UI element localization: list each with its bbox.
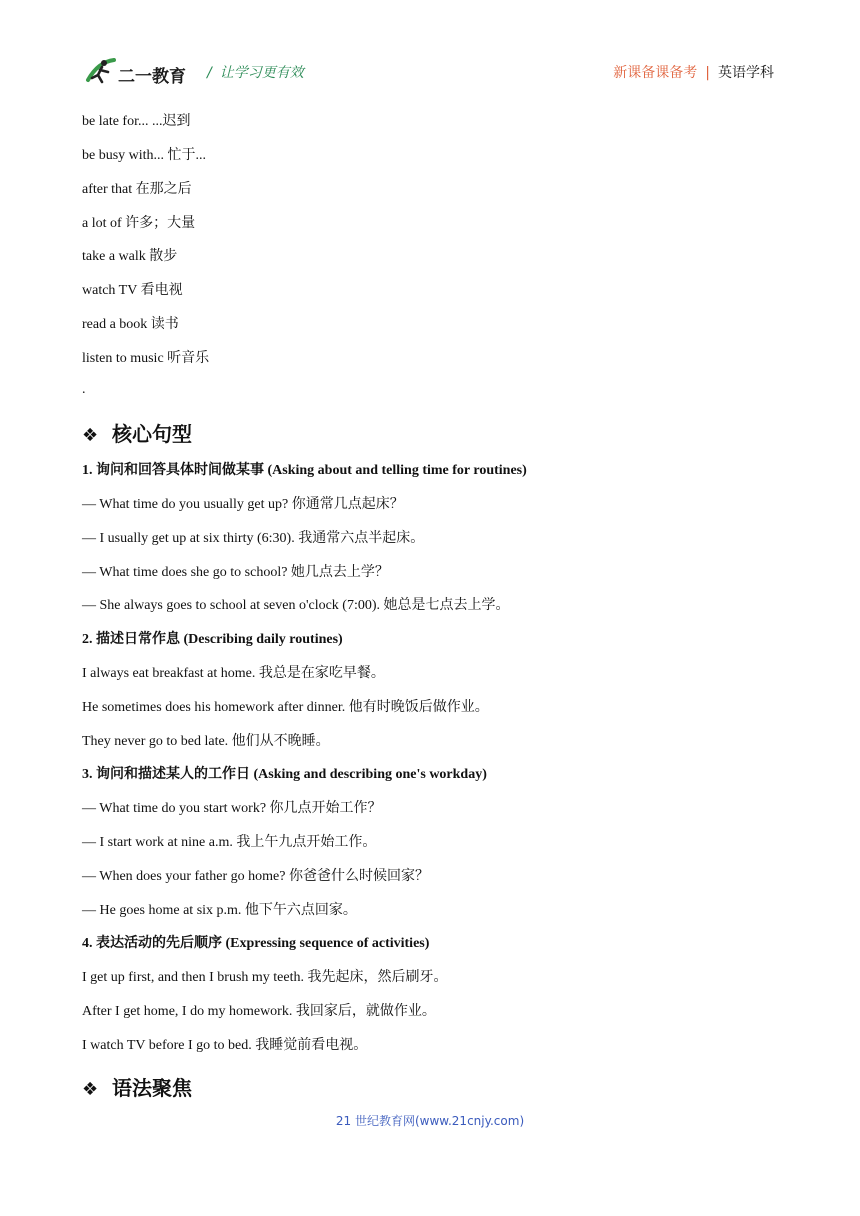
- sentence-line: — She always goes to school at seven o'clock (7:00). 她总是七点去上学。: [82, 598, 510, 613]
- group-title: 3. 询问和描述某人的工作日 (Asking and describing one's workday): [82, 767, 487, 782]
- diamond-bullet-icon: ❖: [82, 1079, 99, 1100]
- running-figure-icon: [84, 56, 118, 88]
- sentence-line: — I start work at nine a.m. 我上午九点开始工作。: [82, 835, 377, 850]
- phrase-item: listen to music 听音乐: [82, 351, 210, 366]
- sentence-line: I get up first, and then I brush my teeth. 我先起床，然后刷牙。: [82, 970, 448, 985]
- sentence-line: — What time do you usually get up? 你通常几点起床？: [82, 497, 404, 512]
- page-footer: 21 世纪教育网(www.21cnjy.com): [335, 1114, 525, 1128]
- slogan-text: 让学习更有效: [219, 65, 304, 81]
- sentence-line: — What time do you start work? 你几点开始工作？: [82, 801, 382, 816]
- group-title: 2. 描述日常作息 (Describing daily routines): [82, 632, 343, 647]
- section-heading-grammar: [82, 1072, 192, 1101]
- group-title: 1. 询问和回答具体时间做某事 (Asking about and telling time for routines): [82, 463, 527, 478]
- phrase-item: watch TV 看电视: [82, 283, 183, 298]
- diamond-bullet-icon: ❖: [82, 425, 99, 446]
- logo-text: 二一教育: [118, 67, 186, 87]
- section-title: 语法聚焦: [112, 1076, 192, 1100]
- sentence-line: I watch TV before I go to bed. 我睡觉前看电视。: [82, 1038, 368, 1053]
- section-heading-core: [82, 418, 192, 447]
- phrase-item: take a walk 散步: [82, 249, 178, 264]
- slogan: [207, 62, 304, 82]
- sentence-line: — What time does she go to school? 她几点去上学？: [82, 565, 389, 580]
- sentence-line: They never go to bed late. 他们从不晚睡。: [82, 734, 330, 749]
- sentence-line: — When does your father go home? 你爸爸什么时候回家？: [82, 869, 429, 884]
- group-title: 4. 表达活动的先后顺序 (Expressing sequence of activities): [82, 936, 430, 951]
- phrase-item: .: [82, 382, 86, 397]
- sentence-line: — He goes home at six p.m. 他下午六点回家。: [82, 903, 357, 918]
- sentence-line: He sometimes does his homework after dinner. 他有时晚饭后做作业。: [82, 700, 489, 715]
- phrase-item: a lot of 许多；大量: [82, 216, 196, 231]
- tag-course: 新课备课备考: [613, 65, 698, 81]
- sentence-line: I always eat breakfast at home. 我总是在家吃早餐。: [82, 666, 385, 681]
- page-header: [0, 0, 860, 100]
- phrase-item: be late for... ...迟到: [82, 114, 191, 129]
- tag-separator: |: [705, 65, 710, 81]
- phrase-item: after that 在那之后: [82, 182, 192, 197]
- tag-subject: 英语学科: [718, 65, 774, 81]
- sentence-line: — I usually get up at six thirty (6:30). 我通常六点半起床。: [82, 531, 425, 546]
- slogan-slash: /: [207, 65, 212, 81]
- logo: [84, 56, 194, 90]
- sentence-line: After I get home, I do my homework. 我回家后，就做作业。: [82, 1004, 436, 1019]
- section-title: 核心句型: [112, 422, 192, 446]
- header-tags: [613, 62, 774, 82]
- phrase-item: read a book 读书: [82, 317, 179, 332]
- phrase-item: be busy with... 忙于...: [82, 148, 207, 163]
